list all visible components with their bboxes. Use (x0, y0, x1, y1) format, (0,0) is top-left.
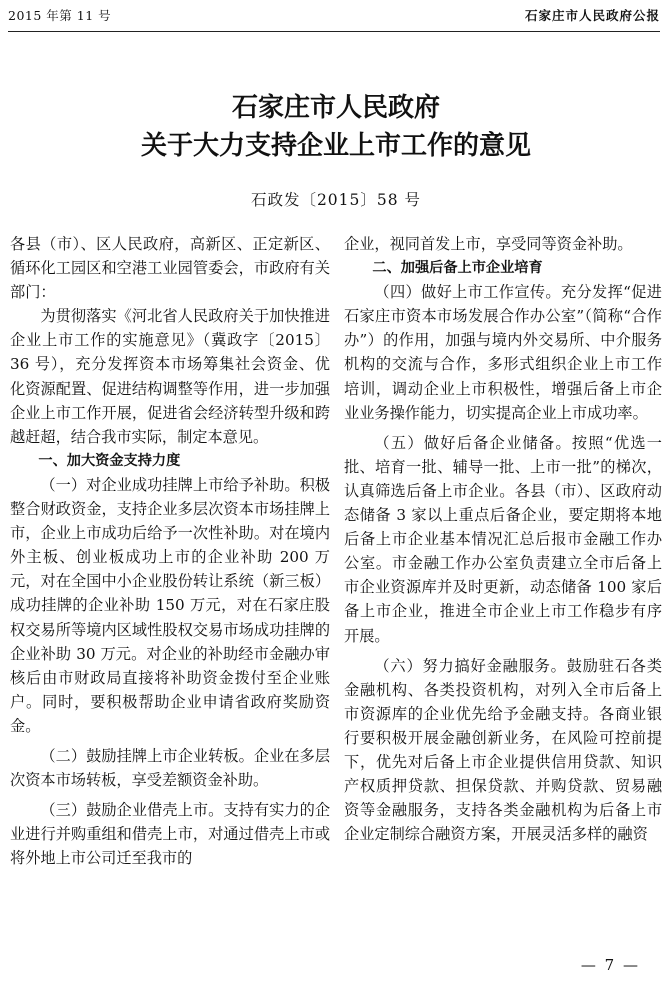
publication-name: 石家庄市人民政府公报 (524, 8, 660, 23)
right-column (344, 232, 662, 846)
continuation-paragraph: 企业，视同首发上市，享受同等资金补助。 (344, 235, 633, 253)
paragraph-item-4: （四）做好上市工作宣传。充分发挥“促进石家庄市资本市场发展合作办公室”（简称“合作办”）的作用，加强与境内外交易所、中介服务机构的交流与合作，多形式组织企业上市工作培训，调动企业上市积极性，增强后备上市企业业务操作能力，切实提高企业上市成功率。 (344, 283, 662, 422)
paragraph-item-3: （三）鼓励企业借壳上市。支持有实力的企业进行并购重组和借壳上市，对通过借壳上市或将外地上市公司迁至我市的 (10, 801, 330, 868)
section-heading-1: 一、加大资金支持力度 (38, 452, 181, 469)
document-number: 石政发〔2015〕58 号 (250, 191, 422, 209)
document-title-line-1: 石家庄市人民政府 (231, 93, 440, 123)
left-column (10, 232, 330, 870)
issue-label: 2015 年第 11 号 (8, 8, 112, 23)
paragraph-item-2: （二）鼓励挂牌上市企业转板。企业在多层次资本市场转板，享受差额资金补助。 (10, 746, 330, 790)
page-number: — 7 — (580, 956, 640, 974)
salutation: 各县（市）、区人民政府，高新区、正定新区、循环化工园区和空港工业园管委会，市政府有关部门： (10, 235, 330, 302)
paragraph-item-6: （六）努力搞好金融服务。鼓励驻石各类金融机构、各类投资机构，对列入全市后备上市资源库的企业优先给予金融支持。各商业银行要积极开展金融创新业务，在风险可控前提下，优先对后备上市企业提供信用贷款、知识产权质押贷款、担保贷款、并购贷款、贸易融资等金融服务，支持各类金融机构为后备上市企业定制综合融资方案，开展灵活多样的融资 (344, 656, 662, 844)
paragraph-item-1: （一）对企业成功挂牌上市给予补助。积极整合财政资金，支持企业多层次资本市场挂牌上市，企业上市成功后给予一次性补助。对在境内外主板、创业板成功上市的企业补助 200 万元，对在全国中小企业股份转让系统（新三板）成功挂牌的企业补助 150 万元，对在石家庄股权交易所等境内区域性股权交易市场成功挂牌的企业补助 30 万元。对企业的补助经市金融办审核后由市财政局直接将补助资金拨付至企业账户。同时，要积极帮助企业申请省政府奖励资金。 (10, 475, 330, 735)
document-title-line-2: 关于大力支持企业上市工作的意见 (140, 131, 531, 161)
paragraph-item-5: （五）做好后备企业储备。按照“优选一批、培育一批、辅导一批、上市一批”的梯次，认真筛选后备上市企业。各县（市）、区政府动态储备 3 家以上重点后备企业，要定期将本地后备上市企业基本情况汇总后报市金融工作办公室。市金融工作办公室负责建立全市后备上市企业资源库并及时更新，动态储备 100 家后备上市企业，推进全市企业上市工作稳步有序开展。 (344, 433, 662, 645)
section-heading-2: 二、加强后备上市企业培育 (372, 260, 543, 277)
intro-paragraph: 为贯彻落实《河北省人民政府关于加快推进企业上市工作的实施意见》（冀政字〔2015〕36 号），充分发挥资本市场筹集社会资金、优化资源配置、促进结构调整等作用，进一步加强企业上市工作开展，促进省会经济转型升级和跨越赶超，结合我市实际，制定本意见。 (10, 307, 330, 446)
page-header (8, 4, 660, 24)
header-divider (8, 31, 660, 32)
